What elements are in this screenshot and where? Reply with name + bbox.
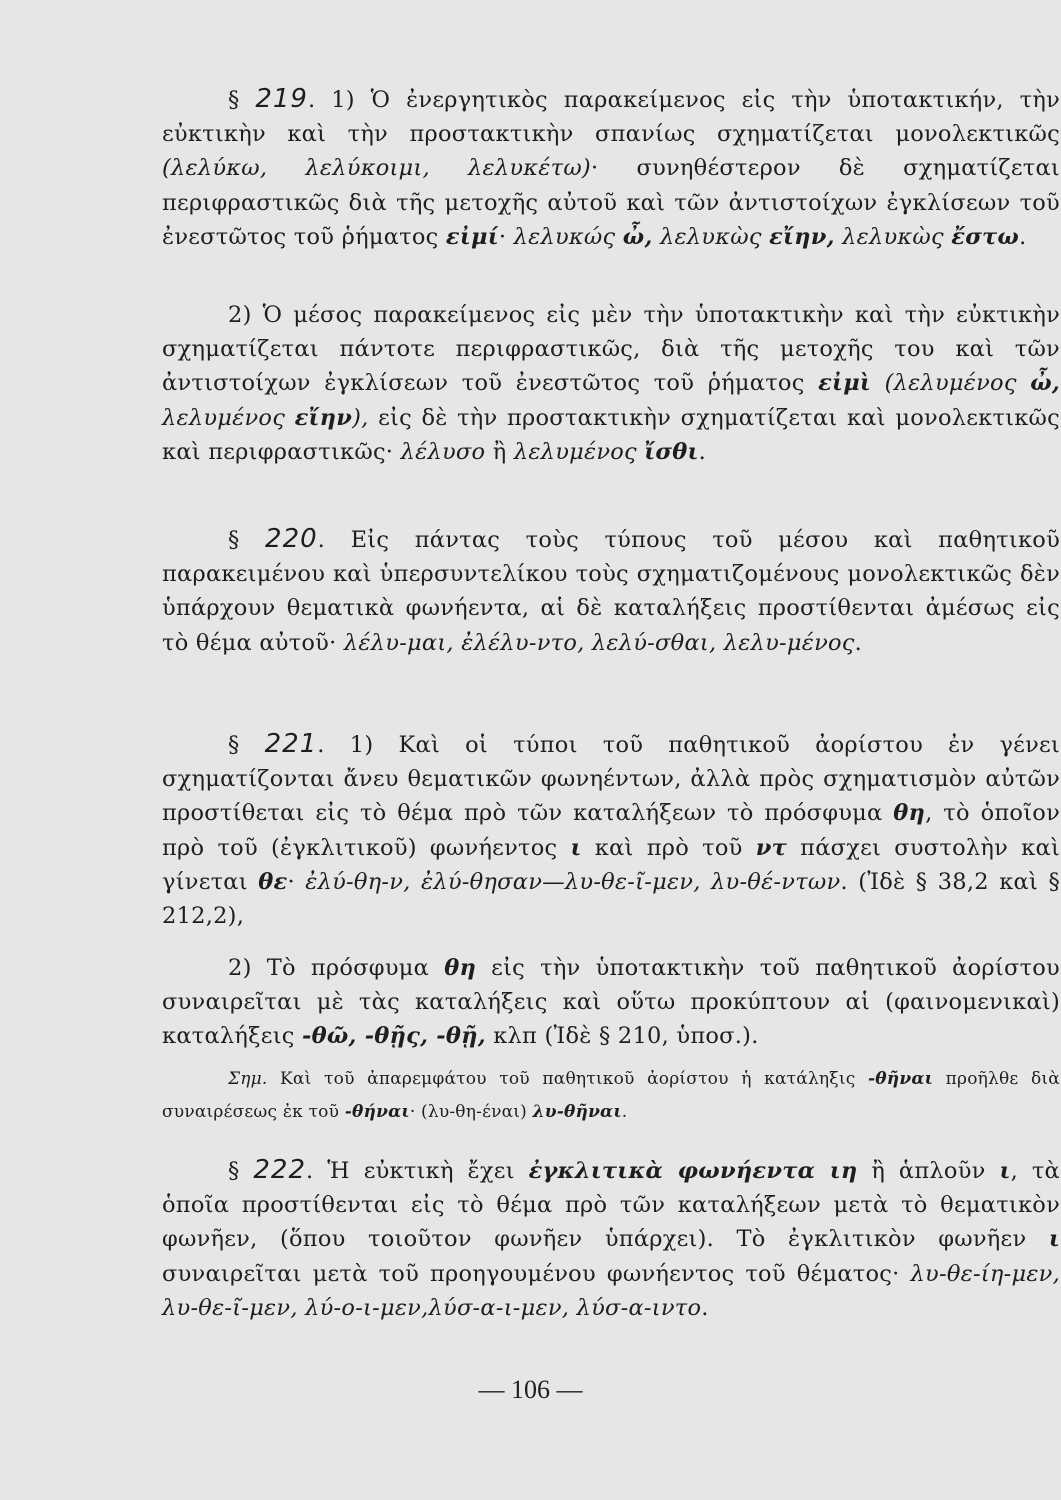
section-mark: § (228, 87, 240, 113)
verb-form: εἴην, (769, 223, 835, 250)
text: ), (352, 404, 369, 431)
text: . (1019, 223, 1027, 250)
letters: ντ (755, 834, 788, 861)
section-219-paragraph-1 (162, 82, 1060, 254)
verb-form: εἰμί (445, 223, 499, 250)
suffix: θη (893, 800, 926, 827)
vowel: ι (1048, 1226, 1060, 1253)
text: κλπ (Ἰδὲ § 210, ὑποσ.). (485, 1023, 759, 1050)
section-221-paragraph-1 (162, 727, 1060, 933)
section-mark: § (228, 527, 240, 553)
text: εἰς δὲ τὴν προστακτικὴν σχηματίζεται καὶ μονολεκτικῶς καὶ περιφραστικῶς· (162, 404, 1061, 465)
example-form: λελυκὼς (659, 223, 762, 250)
suffix: θη (444, 955, 477, 981)
text: . (698, 438, 707, 465)
text: 2) Ὁ μέσος παρακείμενος εἰς μὲν τὴν ὑποτακτικὴν καὶ τὴν εὐκτικὴν σχηματίζεται πάντοτε περιφραστικῶς, διὰ τῆς μετοχῆς του καὶ τῶν ἀντιστοίχων ἐγκλίσεων τοῦ ἐνεστῶτος τοῦ ῥήματος (162, 302, 1060, 397)
space (285, 405, 295, 431)
text: · (287, 868, 306, 895)
example-forms: λυ-θε-ίη-μεν, λυ-θε-ῖ-μεν, λύ-ο-ι-μεν,λύσ-α-ι-μεν, λύσ-α-ιντο (162, 1260, 1060, 1321)
space (871, 370, 885, 396)
note-label: Σημ. (228, 1069, 268, 1089)
text: πάσχει συστολὴν καὶ γίνεται (162, 834, 1061, 895)
space (762, 224, 769, 250)
text: προῆλθε διὰ συναιρέσεως ἐκ τοῦ (162, 1069, 1060, 1122)
text: . 1) Καὶ οἱ τύποι τοῦ παθητικοῦ ἀορίστου ἐν γένει σχηματίζονται ἄνευ θεματικῶν φωνηέντων, ἀλλὰ πρὸς σχηματισμὸν αὐτῶν προστίθεται εἰς τὸ θέμα πρὸ τῶν καταλήξεων τὸ πρόσφυμα (162, 732, 1060, 827)
section-222-paragraph (162, 1153, 1060, 1325)
section-221-paragraph-2 (162, 951, 1060, 1054)
text: εἰς τὴν ὑποτακτικὴν τοῦ παθητικοῦ ἀορίστου συναιρεῖται μὲ τὰς καταλήξεις καὶ οὕτω προκύπτουν αἱ (φαινομενικαὶ) καταλήξεις (162, 955, 1060, 1050)
section-mark: § (228, 1158, 240, 1184)
section-number: 222 (253, 1155, 307, 1185)
verb-form: ἔστω (951, 223, 1020, 250)
space (835, 224, 842, 250)
example-forms: (λελύκω, λελύκοιμι, λελυκέτω) (162, 155, 591, 182)
text: . Εἰς πάντας τοὺς τύπους τοῦ μέσου καὶ παθητικοῦ παρακειμένου καὶ ὑπερσυντελίκου τοὺς σχηματιζομένους μονολεκτικῶς δὲν ὑπάρχουν θεματικὰ φωνήεντα, αἱ δὲ καταλήξεις προστίθενται ἀμέσως εἰς τὸ θέμα αὐτοῦ· (162, 527, 1060, 656)
text: , τὸ ὁποῖον πρὸ τοῦ (ἐγκλιτικοῦ) φωνήεντος (162, 800, 1060, 861)
term: ἐγκλιτικὰ φωνήεντα ιη (528, 1158, 858, 1184)
text: . (854, 629, 863, 656)
text: · (498, 223, 514, 250)
text: . (621, 1102, 628, 1122)
example-forms: λέλυ-μαι, ἐλέλυ-ντο, λελύ-σθαι, λελυ-μένος (343, 629, 855, 656)
vowel: ι (999, 1158, 1011, 1184)
verb-form: ὦ, (1030, 370, 1061, 397)
verb-form: ὦ, (622, 223, 653, 250)
space (615, 224, 622, 250)
form: λυ-θῆναι (532, 1102, 622, 1122)
section-number: 219 (255, 84, 308, 114)
text: ἢ ἁπλοῦν (857, 1158, 1000, 1184)
text: συναιρεῖται μετὰ τοῦ προηγουμένου φωνήεντος τοῦ θέματος· (162, 1260, 911, 1287)
text: . (701, 1294, 709, 1321)
space (653, 224, 660, 250)
section-219-paragraph-2 (162, 298, 1060, 469)
text: . 1) Ὁ ἐνεργητικὸς παρακείμενος εἰς τὴν ὑποτακτικήν, τὴν εὐκτικὴν καὶ τὴν προστακτικὴν σπανίως σχηματίζεται μονολεκτικῶς (162, 87, 1060, 148)
text: ἢ (485, 438, 514, 465)
section-mark: § (228, 732, 240, 758)
text: . (Ἰδὲ § 38,2 καὶ § 212,2), (162, 868, 1060, 930)
page-number: — 106 — (478, 1375, 583, 1404)
text: . Ἡ εὐκτικὴ ἔχει (306, 1158, 529, 1184)
text: · (λυ-θη-έναι) (409, 1102, 533, 1122)
text: καὶ πρὸ τοῦ (581, 834, 756, 861)
example-form: λελυμένος (513, 438, 637, 465)
section-220-paragraph (162, 522, 1060, 660)
example-form: λελυκώς (513, 223, 616, 250)
verb-form: ἴσθι (644, 438, 699, 465)
text: , τὰ ὁποῖα προστίθενται εἰς τὸ θέμα πρὸ τῶν καταλήξεων μετὰ τὸ θεματικὸν φωνῆεν, (ὅπου τοιοῦτον φωνῆεν ὑπάρχει). Τὸ ἐγκλιτικὸν φωνῆεν (162, 1158, 1061, 1253)
text: Καὶ τοῦ ἀπαρεμφάτου τοῦ παθητικοῦ ἀορίστου ἡ κατάληξις (267, 1069, 869, 1089)
vowel: ι (570, 834, 582, 861)
text: 2) Τὸ πρόσφυμα (228, 955, 445, 981)
ending: -θῆναι (868, 1069, 934, 1089)
note (162, 1063, 1060, 1129)
section-number: 220 (265, 524, 318, 554)
ending: -θήναι (344, 1102, 410, 1122)
example-form: (λελυμένος (884, 370, 1017, 397)
example-forms: ἐλύ-θη-ν, ἐλύ-θησαν—λυ-θε-ῖ-μεν, λυ-θέ-ντων (305, 868, 841, 895)
example-form: λελυκὼς (842, 223, 944, 250)
endings: -θῶ, -θῇς, -θῇ, (302, 1023, 486, 1050)
section-number: 221 (264, 729, 318, 759)
space (1017, 370, 1031, 396)
example-form: λελυμένος (162, 404, 286, 431)
suffix: θε (258, 868, 288, 895)
verb-form: εἴην (294, 404, 353, 431)
example-form: λέλυσο (400, 438, 486, 465)
text: · συνηθέστερον δὲ σχηματίζεται περιφραστικῶς διὰ τῆς μετοχῆς αὐτοῦ καὶ τῶν ἀντιστοίχων ἐγκλίσεων τοῦ ἐνεστῶτος τοῦ ῥήματος (162, 155, 1060, 250)
verb-form: εἰμὶ (818, 370, 872, 397)
